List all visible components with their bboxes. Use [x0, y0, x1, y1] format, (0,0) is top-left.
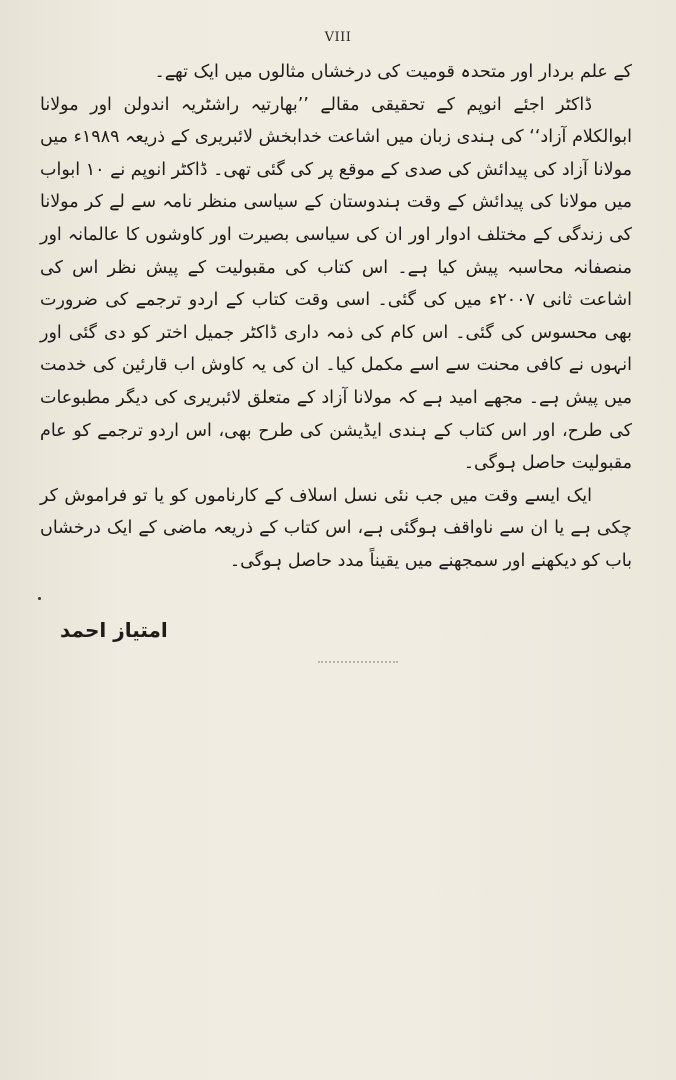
page-number: VIII: [324, 30, 352, 45]
paragraph-main: ڈاکٹر اجئے انوپم کے تحقیقی مقالے ’’بھارتیہ راشٹریہ اندولن اور مولانا ابوالکلام آزاد‘‘ کی ہندی زبان میں اشاعت خدابخش لائبریری کے ذریعہ ۱۹۸۹ء میں مولانا آزاد کی پیدائش کی صدی کے موقع پر کی گئی تھی۔ ڈاکٹر انوپم نے ۱۰ ابواب میں مولانا کی پیدائش کے وقت ہندوستان کے سیاسی منظر نامہ سے لے کر مولانا کی زندگی کے مختلف ادوار اور ان کی سیاسی بصیرت اور کاوشوں کا عالمانہ اور منصفانہ محاسبہ پیش کیا ہے۔ اس کتاب کی مقبولیت کے پیش نظر اس کی اشاعت ثانی ۲۰۰۷ء میں کی گئی۔ اسی وقت کتاب کے اردو ترجمے کی ضرورت بھی محسوس کی گئی۔ اس کام کی ذمہ داری ڈاکٹر جمیل اختر کو دی گئی اور انہوں نے کافی محنت سے اسے مکمل کیا۔ ان کی یہ کاوش اب قارئین کی خدمت میں پیش ہے۔ مجھے امید ہے کہ مولانا آزاد کے متعلق لائبریری کی دیگر مطبوعات کی طرح، اور اس کتاب کے ہندی ایڈیشن کی طرح بھی، اس اردو ترجمے کو عام مقبولیت حاصل ہوگی۔: [40, 94, 632, 474]
author-signature: [60, 618, 260, 642]
paragraph-closing: ایک ایسے وقت میں جب نئی نسل اسلاف کے کارناموں کو یا تو فراموش کر چکی ہے یا ان سے ناواقف ہوگئی ہے، اس کتاب کے ذریعہ ماضی کے ایک درخشاں باب کو دیکھنے اور سمجھنے میں یقیناً مدد حاصل ہوگی۔: [40, 485, 632, 571]
body-text: [40, 56, 632, 578]
stray-mark: [38, 597, 41, 600]
faint-dotted-mark: [318, 661, 398, 665]
signature-text: امتیاز احمد: [60, 618, 168, 642]
paragraph-intro: کے علم بردار اور متحدہ قومیت کی درخشاں مثالوں میں ایک تھے۔: [154, 62, 632, 82]
